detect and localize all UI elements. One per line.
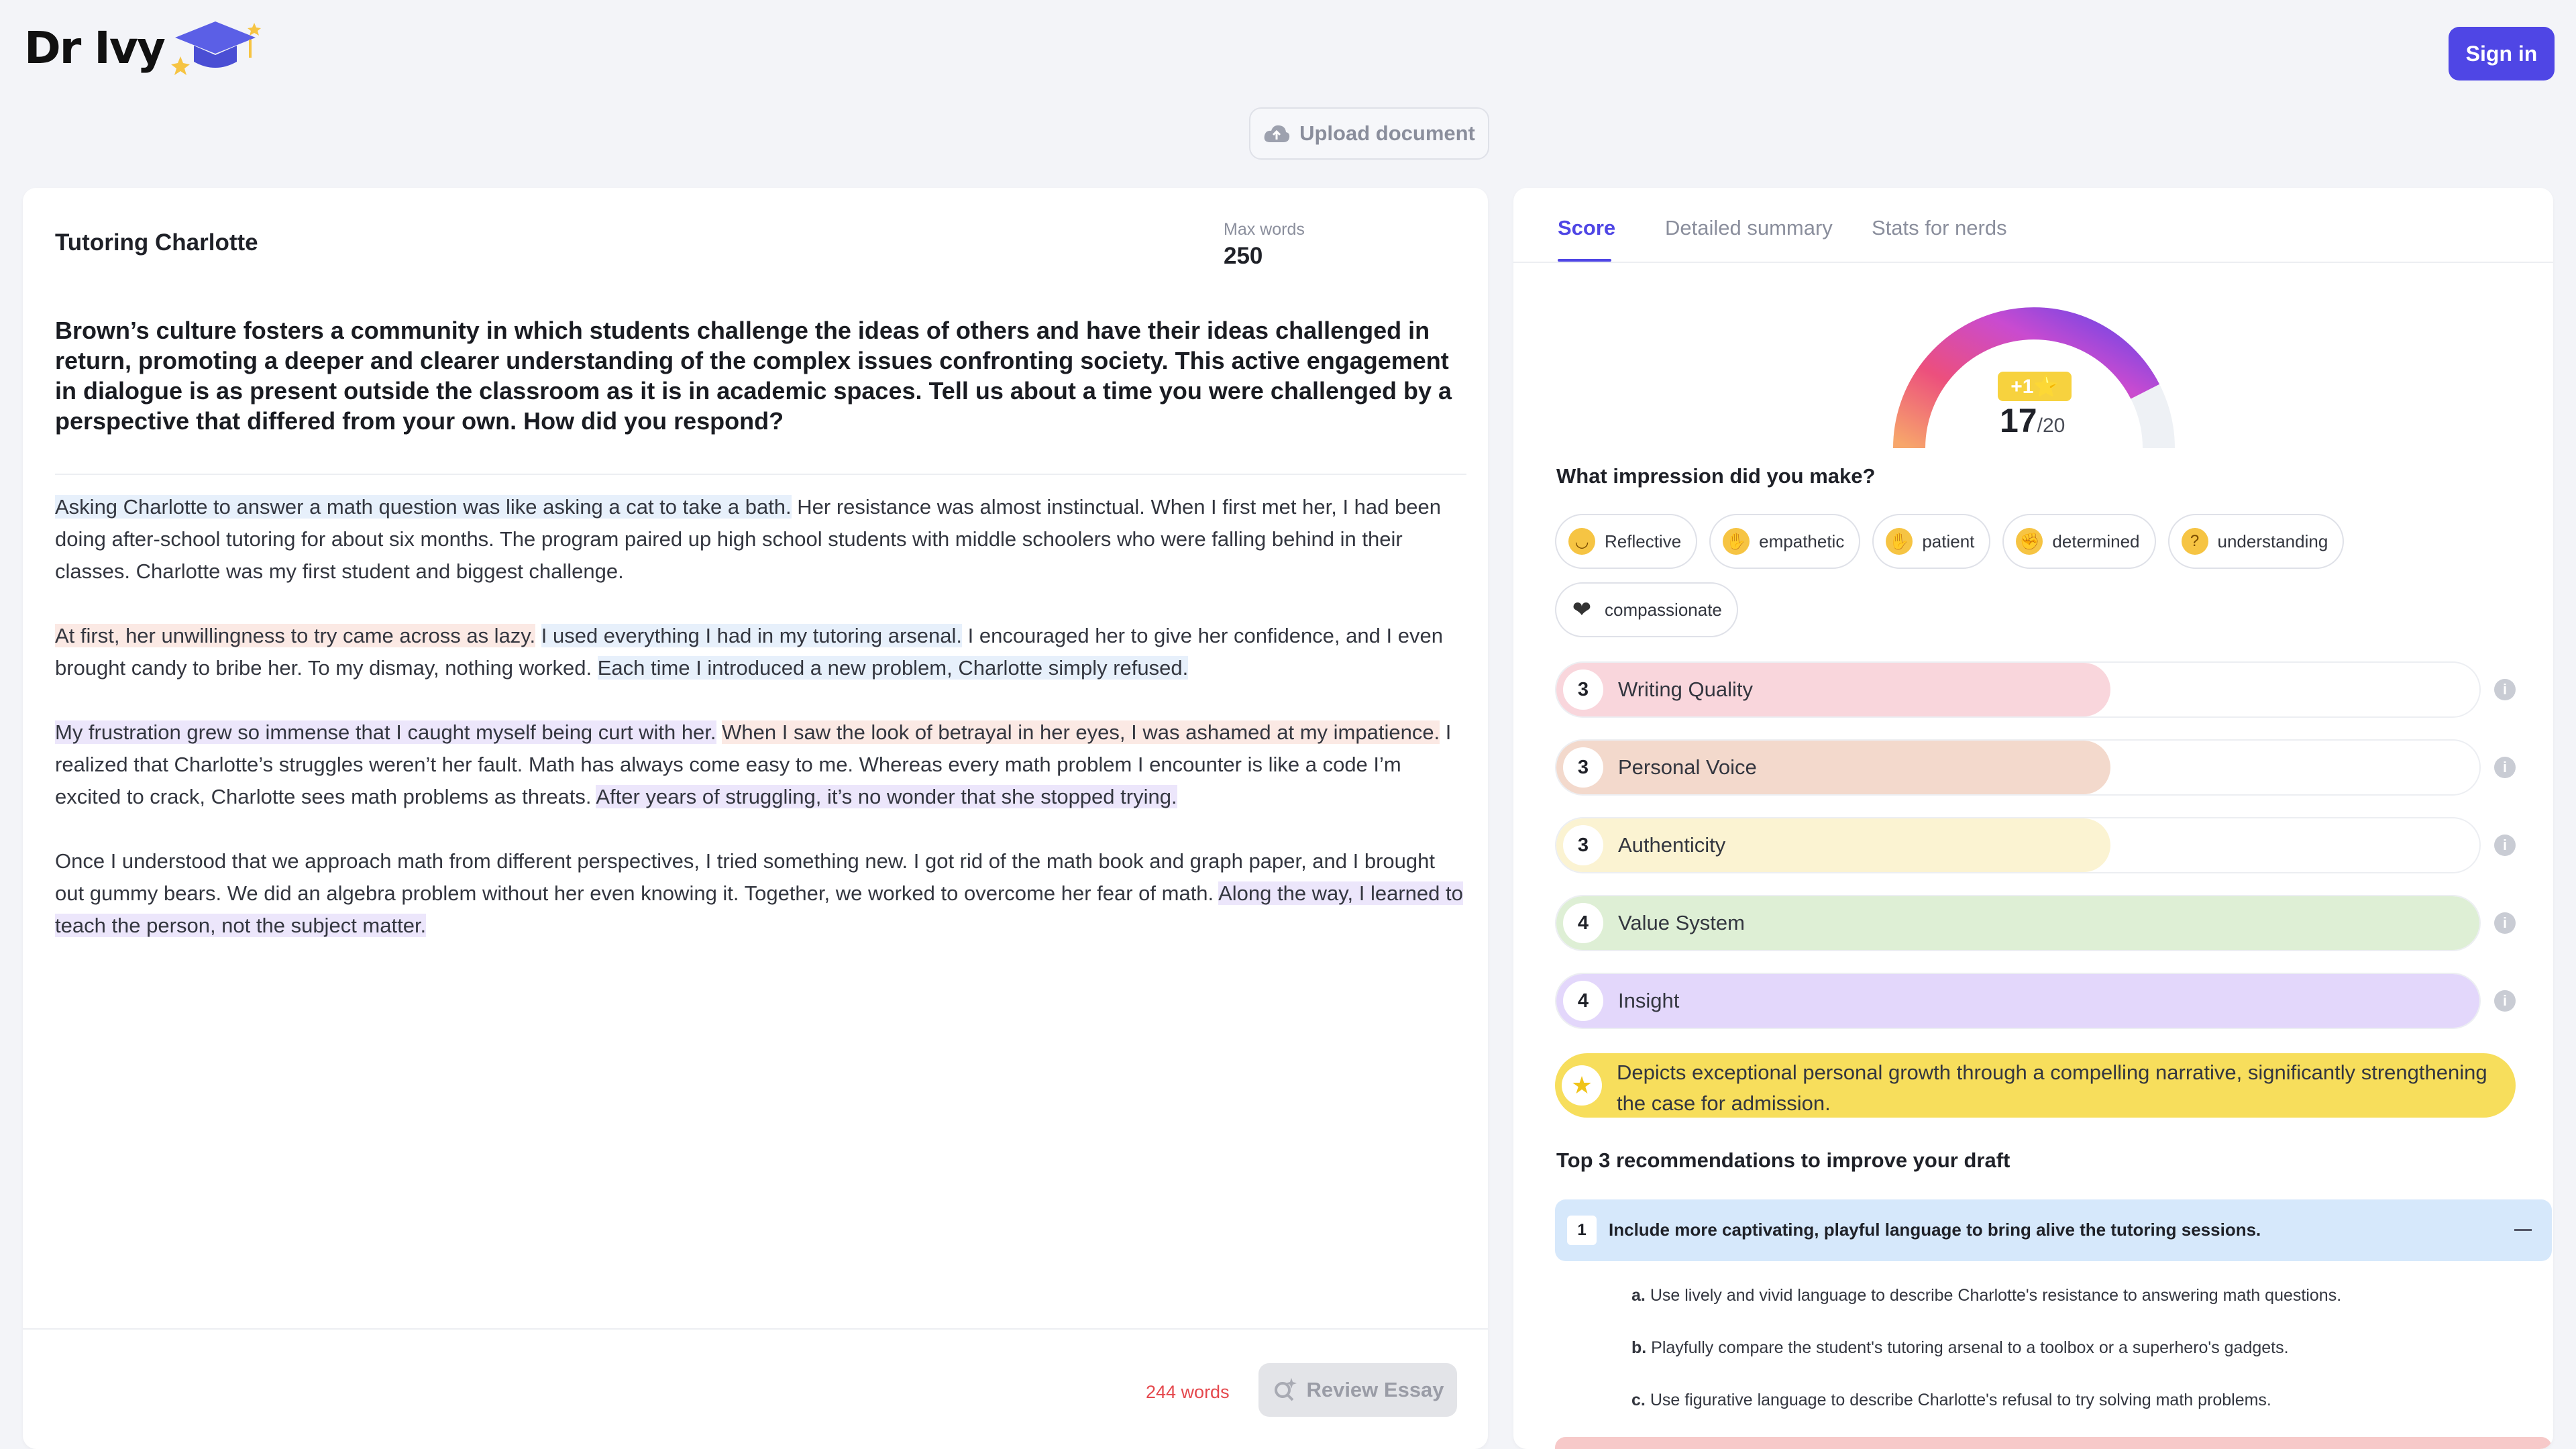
essay-paragraph-3 [55,716,1464,813]
sign-in-button[interactable]: Sign in [2449,27,2555,80]
criterion-score: 3 [1563,747,1603,788]
chip-label: patient [1922,531,1975,551]
thinking-face-icon: ? [2182,528,2208,555]
criterion-fill [1556,974,2479,1028]
essay-panel [23,188,1488,1449]
divider [55,474,1466,475]
essay-text: Her resistance was almost instinctual. When I first met her, I had been doing after-school tutoring for about six months. The program paired up high school students with middle schoolers who were falling behind in their classes. Charlotte was my first student and biggest challenge. [55,495,1441,583]
chip-label: empathetic [1759,531,1845,551]
essay-highlight[interactable]: Asking Charlotte to answer a math question was like asking a cat to take a bath. [55,495,792,519]
info-icon[interactable]: i [2494,757,2516,778]
max-words-value[interactable]: 250 [1224,243,1263,269]
upload-label: Upload document [1299,121,1475,145]
logo-text: Dr Ivy [24,21,164,74]
recommendation-1-header[interactable] [1555,1199,2552,1261]
essay-highlight[interactable]: After years of struggling, it’s no wonder that she stopped trying. [596,785,1177,808]
sparkle-search-icon [1271,1377,1298,1403]
chip-label: determined [2052,531,2140,551]
recommendation-item: a. Use lively and vivid language to describe Charlotte's resistance to answering math questions. [1631,1286,2342,1305]
review-essay-button[interactable] [1258,1363,1457,1417]
info-icon[interactable]: i [2494,835,2516,856]
recommendation-title: Include more captivating, playful language to bring alive the tutoring sessions. [1609,1220,2261,1240]
word-count: 244 words [1146,1382,1230,1402]
recommendation-item-text: Use figurative language to describe Charlotte's refusal to try solving math problems. [1650,1391,2271,1409]
chip-understanding[interactable] [2168,514,2345,569]
logo[interactable] [24,17,262,78]
criterion-score: 3 [1563,669,1603,710]
recommendation-2-header[interactable] [1555,1437,2552,1449]
chip-label: Reflective [1605,531,1682,551]
graduation-cap-icon [168,17,262,78]
praying-hands-icon: ✋ [1886,528,1913,555]
essay-highlight[interactable]: I used everything I had in my tutoring arsenal. [541,624,962,647]
criterion-authenticity[interactable] [1555,817,2481,873]
essay-highlight[interactable]: When I saw the look of betrayal in her eyes, I was ashamed at my impatience. [722,720,1440,744]
recommendation-item: c. Use figurative language to describe Charlotte's refusal to try solving math problems. [1631,1391,2271,1409]
recommendation-item: b. Playfully compare the student's tutoring arsenal to a toolbox or a superhero's gadgets. [1631,1338,2289,1357]
info-icon[interactable]: i [2494,990,2516,1012]
criterion-score: 3 [1563,825,1603,865]
essay-prompt: Brown’s culture fosters a community in which students challenge the ideas of others and have their ideas challenged in return, promoting a deeper and clearer understanding of the complex issues confronting society. This active engagement in dialogue is as present outside the classroom as it is in academic spaces. Tell us about a time you were challenged by a perspective that differed from your own. How did you respond? [55,317,1452,435]
footer-divider [23,1328,1488,1330]
essay-text: I realized that Charlotte’s struggles weren’t her fault. Math has always come easy to me. Whereas every math problem I encounter is like a code I’m excited to crack, Charlotte sees math problems as threats. [55,720,1452,808]
impression-chips [1555,514,2427,637]
chip-determined[interactable] [2002,514,2155,569]
relieved-face-icon: ◡ [1568,528,1595,555]
tab-stats-for-nerds[interactable]: Stats for nerds [1872,216,2007,239]
essay-paragraph-2 [55,620,1464,684]
recommendations-title: Top 3 recommendations to improve your draft [1556,1148,2010,1172]
bonus-highlight-text: Depicts exceptional personal growth through a compelling narrative, significantly strengthening the case for admission. [1617,1061,2487,1115]
handshake-icon: ✋ [1723,528,1750,555]
criterion-writing-quality[interactable] [1555,661,2481,718]
feedback-panel [1513,188,2553,1449]
recommendation-1-items [1631,1284,2504,1441]
criterion-value-system[interactable] [1555,895,2481,951]
essay-highlight[interactable]: Each time I introduced a new problem, Charlotte simply refused. [597,656,1189,680]
score-denominator: /20 [2037,415,2065,437]
upload-document-button[interactable] [1249,107,1489,160]
tabs-divider [1513,262,2553,263]
criterion-label: Personal Voice [1618,755,1757,779]
active-tab-indicator [1558,259,1611,262]
star-icon: ★ [1562,1065,1602,1106]
impression-title: What impression did you make? [1556,464,1876,488]
criterion-score: 4 [1563,903,1603,943]
recommendation-item-text: Use lively and vivid language to describe Charlotte's resistance to answering math questions. [1650,1286,2342,1305]
info-icon[interactable]: i [2494,912,2516,934]
essay-text: I encouraged her to give her confidence, and I even brought candy to bribe her. To my dismay, nothing worked. [55,624,1443,680]
chip-patient[interactable] [1872,514,1990,569]
criterion-label: Insight [1618,989,1680,1012]
essay-paragraph-1 [55,491,1464,588]
flexed-biceps-icon: ✊ [2016,528,2043,555]
criterion-label: Value System [1618,911,1745,934]
collapse-icon[interactable] [2514,1229,2532,1231]
tab-detailed-summary[interactable]: Detailed summary [1665,216,1833,239]
chip-compassionate[interactable] [1555,582,1738,637]
criterion-score: 4 [1563,981,1603,1021]
recommendation-number: 1 [1567,1216,1597,1245]
bonus-badge: +1⭐ [1998,372,2072,401]
criterion-personal-voice[interactable] [1555,739,2481,796]
essay-title[interactable]: Tutoring Charlotte [55,229,258,256]
essay-text-area[interactable] [55,491,1464,974]
recommendation-item-text: Playfully compare the student's tutoring arsenal to a toolbox or a superhero's gadgets. [1651,1338,2289,1357]
bonus-highlight[interactable] [1555,1053,2516,1118]
info-icon[interactable]: i [2494,679,2516,700]
essay-text: Once I understood that we approach math from different perspectives, I tried something new. I got rid of the math book and graph paper, and I brought out gummy bears. We did an algebra problem without her even knowing it. Together, we worked to overcome her fear of math. [55,849,1436,905]
max-words-label: Max words [1224,220,1305,239]
essay-paragraph-4 [55,845,1464,942]
chip-empathetic[interactable] [1709,514,1860,569]
review-essay-label: Review Essay [1306,1378,1444,1401]
cloud-upload-icon [1263,123,1290,144]
chip-label: compassionate [1605,599,1722,620]
heart-icon: ❤ [1572,597,1592,623]
criterion-label: Writing Quality [1618,678,1753,701]
score-number: 17 [2000,402,2037,439]
chip-label: understanding [2217,531,2328,551]
essay-highlight[interactable]: Along the way, I learned to teach the person, not the subject matter. [55,881,1463,937]
essay-highlight[interactable]: At first, her unwillingness to try came across as lazy. [55,624,536,647]
criterion-insight[interactable] [1555,973,2481,1029]
chip-reflective[interactable] [1555,514,1697,569]
essay-highlight[interactable]: My frustration grew so immense that I caught myself being curt with her. [55,720,716,744]
tab-score[interactable]: Score [1558,216,1616,239]
criterion-label: Authenticity [1618,833,1726,857]
score-value [2000,401,2065,440]
